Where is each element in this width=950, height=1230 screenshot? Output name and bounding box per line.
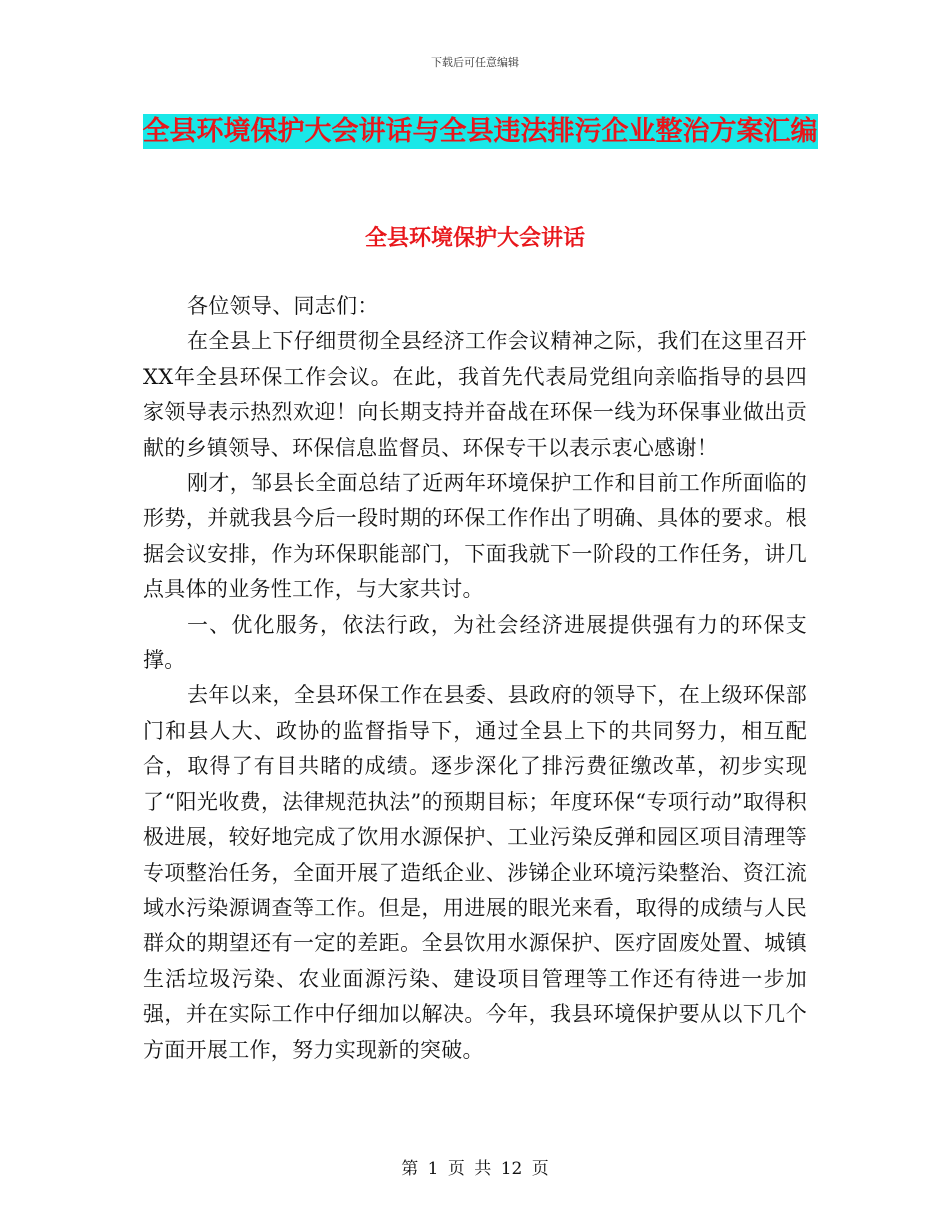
header-note: 下载后可任意编辑 [431, 56, 519, 69]
page-footer: 第 1 页 共 12 页 [401, 1159, 549, 1179]
paragraph-salutation: 各位领导、同志们： [187, 294, 379, 318]
paragraph: 在全县上下仔细贯彻全县经济工作会议精神之际，我们在这里召开XX年全县环保工作会议。在此，我首先代表局党组向亲临指导的县四家领导表示热烈欢迎！向长期支持并奋战在环保一线为环保事业做出贡献的乡镇领导、环保信息监督员、环保专干以表示衷心感谢！ [143, 329, 807, 460]
paragraph-heading: 一、优化服务，依法行政，为社会经济进展提供强有力的环保支撑。 [143, 612, 807, 673]
document-title [140, 108, 820, 155]
paragraph: 刚才，邹县长全面总结了近两年环境保护工作和目前工作所面临的形势，并就我县今后一段时期的环保工作作出了明确、具体的要求。根据会议安排，作为环保职能部门，下面我就下一阶段的工作任务，讲几点具体的业务性工作，与大家共讨。 [143, 471, 807, 602]
section-title: 全县环境保护大会讲话 [364, 226, 585, 251]
document-title-text: 全县环境保护大会讲话与全县违法排污企业整治方案汇编 [142, 116, 818, 147]
document-body [143, 289, 807, 1068]
paragraph: 去年以来，全县环保工作在县委、县政府的领导下，在上级环保部门和县人大、政协的监督指导下，通过全县上下的共同努力，相互配合，取得了有目共睹的成绩。逐步深化了排污费征缴改革，初步实现了“阳光收费，法律规范执法”的预期目标；年度环保“专项行动”取得积极进展，较好地完成了饮用水源保护、工业污染反弹和园区项目清理等专项整治任务，全面开展了造纸企业、涉锑企业环境污染整治、资江流域水污染源调查等工作。但是，用进展的眼光来看，取得的成绩与人民群众的期望还有一定的差距。全县饮用水源保护、医疗固废处置、城镇生活垃圾污染、农业面源污染、建设项目管理等工作还有待进一步加强，并在实际工作中仔细加以解决。今年，我县环境保护要从以下几个方面开展工作，努力实现新的突破。 [143, 683, 807, 1062]
